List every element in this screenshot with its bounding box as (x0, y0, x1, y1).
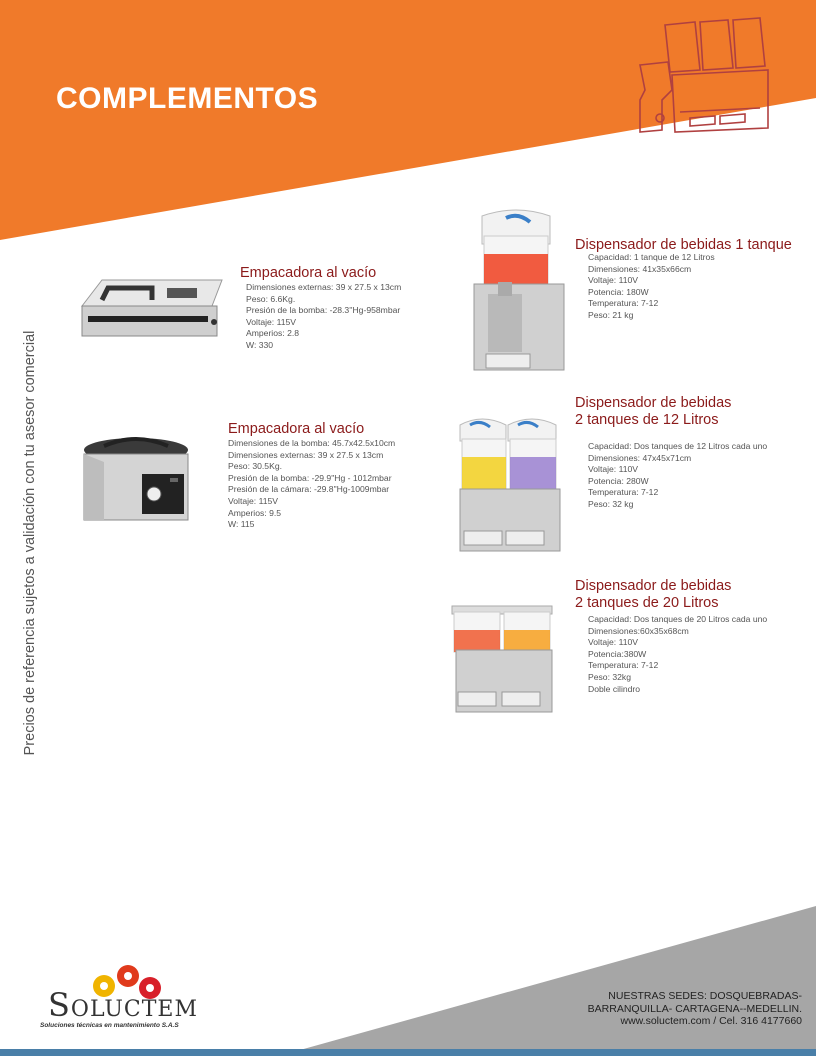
spec-line: Doble cilindro (588, 683, 641, 694)
spec-line: W: 330 (246, 339, 274, 350)
spec-line: Dimensiones de la bomba: 45.7x42.5x10cm (228, 438, 396, 448)
spec-line: Voltaje: 115V (246, 316, 297, 327)
spec-line: Temperatura: 7-12 (588, 298, 659, 309)
spec-line: Amperios: 2.8 (246, 328, 300, 339)
spec-line: Potencia: 180W (588, 286, 649, 297)
footer-contact (588, 990, 802, 1028)
footer-line: www.soluctem.com / Cel. 316 4177660 (620, 1015, 802, 1027)
product-title (575, 578, 731, 612)
page-title: COMPLEMENTOS (56, 82, 319, 115)
spec-line: Capacidad: Dos tanques de 12 Litros cada uno (588, 441, 768, 451)
footer-line: BARRANQUILLA- CARTAGENA--MEDELLIN. (587, 1002, 802, 1015)
spec-line: Temperatura: 7-12 (588, 660, 659, 671)
product-title: Empacadora al vacío (228, 421, 365, 437)
spec-line: Voltaje: 110V (588, 637, 639, 648)
product-specs (588, 441, 767, 511)
spec-line: Dimensiones: 47x45x71cm (588, 452, 692, 463)
spec-line: W: 115 (228, 519, 255, 530)
gray-footer-band (300, 906, 816, 1050)
spec-line: Dimensiones:60x35x68cm (588, 625, 689, 636)
spec-line: Voltaje: 110V (588, 464, 639, 475)
spec-line: Dimensiones: 41x35x66cm (588, 263, 692, 274)
product-specs (246, 282, 401, 352)
vacuum-sealer-image (72, 266, 232, 356)
product-specs (588, 252, 715, 322)
spec-line: Dimensiones externas: 39 x 27.5 x 13cm (246, 282, 402, 292)
spec-line: Potencia: 280W (588, 475, 649, 486)
spec-line: Voltaje: 115V (228, 495, 279, 506)
product-title (575, 395, 731, 429)
double-tank-dispenser-20l-image (446, 602, 558, 718)
spec-line: Peso: 21 kg (588, 309, 634, 320)
double-tank-dispenser-12l-image (456, 413, 568, 559)
company-tagline: Soluciones técnicas en mantenimiento S.A.S (40, 1022, 179, 1029)
spec-line: Peso: 30.5Kg. (228, 461, 282, 472)
product-specs (588, 614, 767, 695)
vacuum-chamber-image (76, 430, 196, 530)
spec-line: Voltaje: 110V (588, 275, 639, 286)
footer-line: NUESTRAS SEDES: DOSQUEBRADAS- (608, 990, 802, 1002)
spec-line: Peso: 6.6Kg. (246, 293, 296, 304)
company-logo-name: SOLUCTEM (48, 986, 198, 1024)
spec-line: Dimensiones externas: 39 x 27.5 x 13cm (228, 449, 384, 460)
spec-line: Presión de la bomba: -29.9"Hg - 1012mbar (228, 472, 392, 483)
title-line: Dispensador de bebidas (575, 578, 732, 594)
spec-line: Peso: 32kg (588, 671, 631, 682)
spec-line: Amperios: 9.5 (228, 507, 282, 518)
spec-line: Capacidad: 1 tanque de 12 Litros (588, 252, 715, 262)
product-title: Empacadora al vacío (240, 265, 377, 281)
spec-line: Presión de la cámara: -29.8"Hg-1009mbar (228, 484, 390, 495)
spec-line: Presión de la bomba: -28.3''Hg-958mbar (246, 305, 401, 316)
spec-line: Potencia:380W (588, 648, 647, 659)
spec-line: Peso: 32 kg (588, 498, 634, 509)
orange-header-band (0, 0, 816, 240)
product-title: Dispensador de bebidas 1 tanque (575, 237, 792, 253)
product-specs (228, 438, 395, 531)
spec-line: Capacidad: Dos tanques de 20 Litros cada uno (588, 614, 768, 624)
spec-line: Temperatura: 7-12 (588, 487, 659, 498)
single-tank-dispenser-image (466, 204, 570, 376)
price-disclaimer: Precios de referencia sujetos a validación con tu asesor comercial (22, 330, 38, 756)
bottom-blue-bar (0, 1049, 816, 1056)
title-line: 2 tanques de 12 Litros (575, 412, 719, 428)
title-line: Dispensador de bebidas (575, 395, 732, 411)
title-line: 2 tanques de 20 Litros (575, 595, 719, 611)
